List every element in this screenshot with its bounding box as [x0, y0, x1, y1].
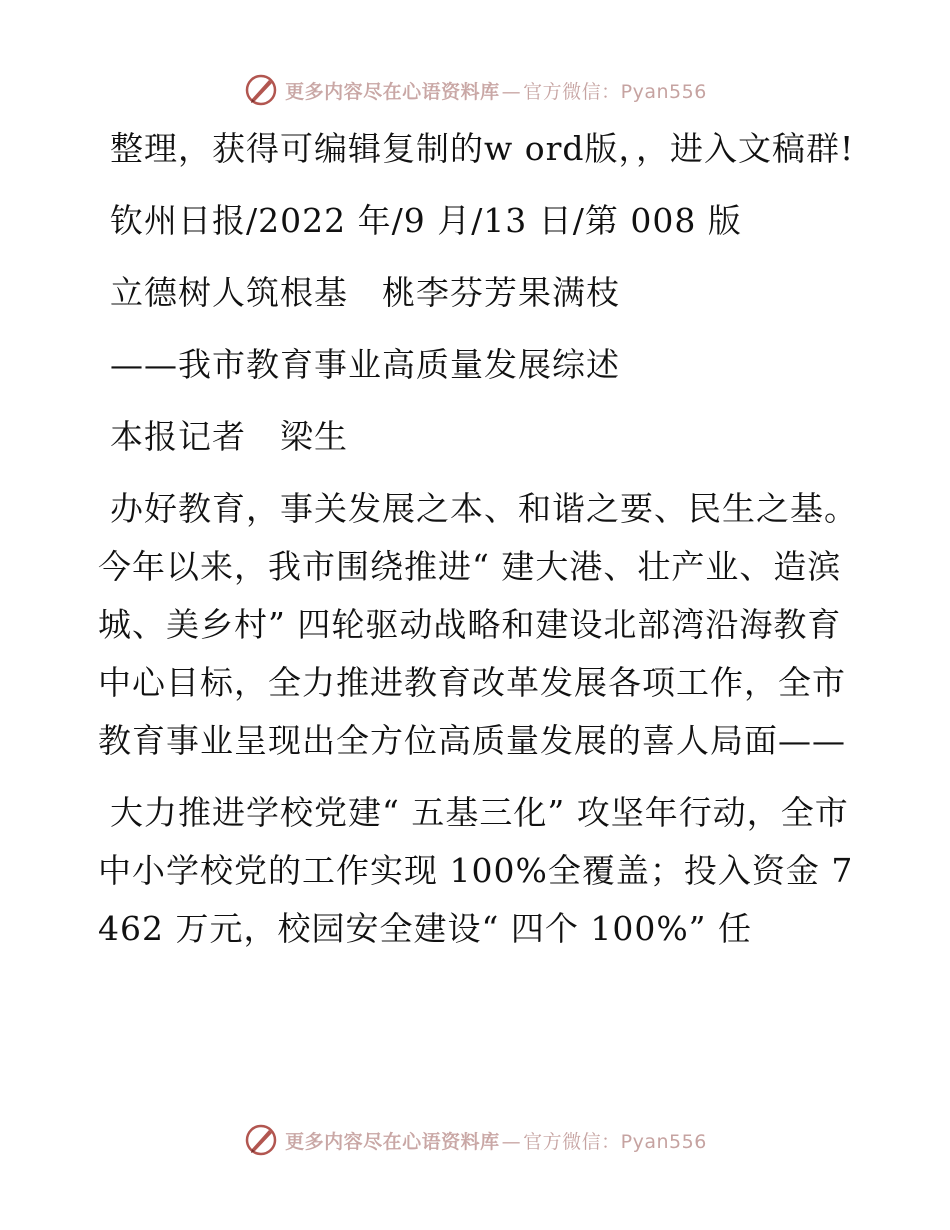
body-paragraph: 办好教育，事关发展之本、和谐之要、民生之基。今年以来，我市围绕推进“ 建大港、壮产业、造滨城、美乡村” 四轮驱动战略和建设北部湾沿海教育中心目标，全力推进教育改革发展各项工作，全市教育事业呈现出全方位高质量发展的喜人局面—— — [98, 489, 858, 760]
header-watermark — [0, 70, 950, 110]
document-body — [98, 120, 858, 972]
watermark-text — [285, 1127, 707, 1154]
watermark-separator: — — [501, 1130, 522, 1153]
source-line: 钦州日报/2022 年/9 月/13 日/第 008 版 — [110, 201, 742, 240]
intro-paragraph: 整理，获得可编辑复制的w ord版，，进入文稿群! — [110, 129, 855, 168]
watermark-text — [285, 77, 707, 104]
article-subtitle: ——我市教育事业高质量发展综述 — [110, 345, 620, 384]
watermark-wechat: 官方微信：Pyan556 — [523, 1130, 707, 1153]
article-title: 立德树人筑根基 桃李芬芳果满枝 — [110, 273, 620, 312]
watermark-wechat: 官方微信：Pyan556 — [523, 80, 707, 103]
watermark-main-text: 更多内容尽在心语资料库 — [285, 80, 500, 103]
body-paragraph: 大力推进学校党建“ 五基三化” 攻坚年行动，全市中小学校党的工作实现 100%全覆盖；投入资金 7462 万元，校园安全建设“ 四个 100%” 任 — [98, 793, 854, 948]
footer-watermark — [0, 1120, 950, 1160]
byline: 本报记者 梁生 — [110, 417, 348, 456]
watermark-main-text: 更多内容尽在心语资料库 — [285, 1130, 500, 1153]
watermark-separator: — — [501, 80, 522, 103]
quill-pen-logo-icon — [243, 1122, 279, 1158]
quill-pen-logo-icon — [243, 72, 279, 108]
